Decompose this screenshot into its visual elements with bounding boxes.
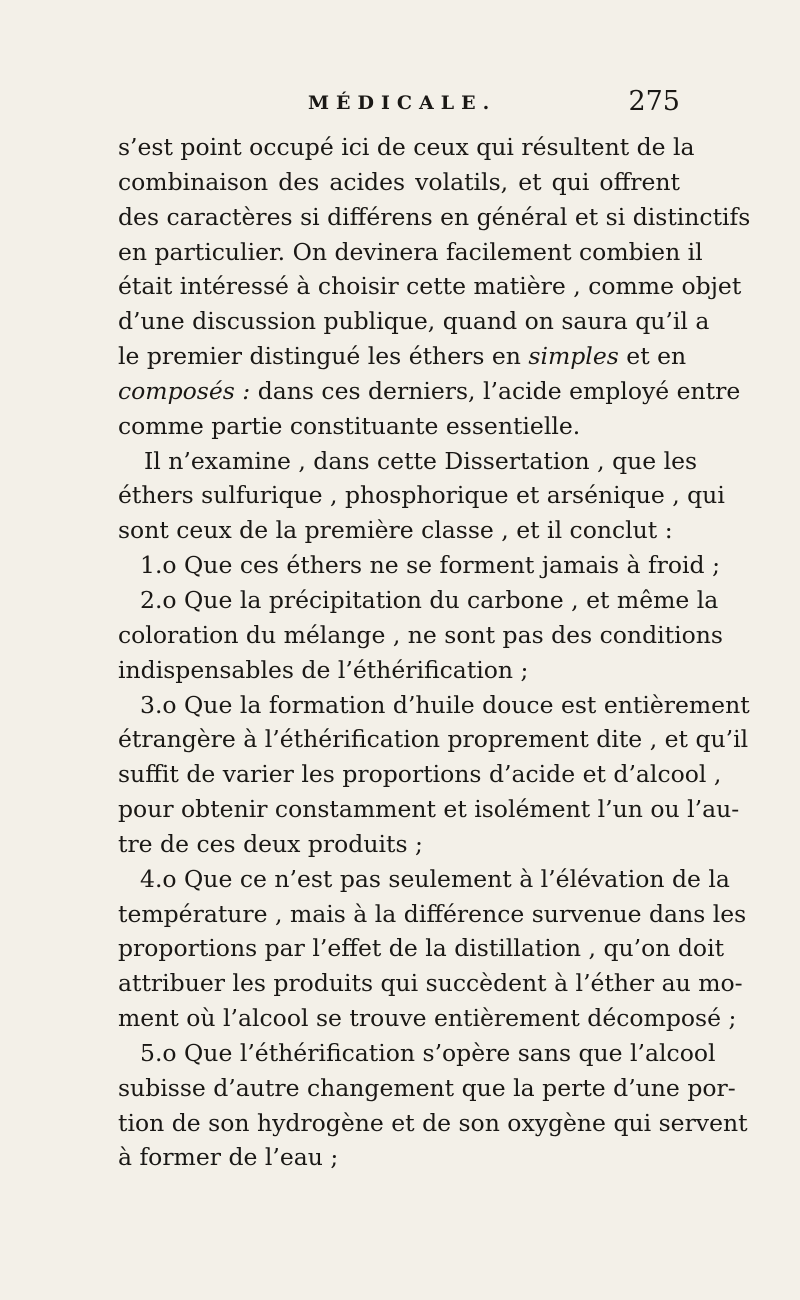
text-line: d’une discussion publique, quand on saura qu’il a <box>118 307 710 336</box>
text-line: éthers sulfurique , phosphorique et arsénique , qui <box>118 481 725 510</box>
running-head: MÉDICALE. <box>308 92 497 114</box>
text-line: s’est point occupé ici de ceux qui résultent de la <box>118 133 695 161</box>
body-text <box>118 130 751 1175</box>
text-line: subisse d’autre changement que la perte d’une por- <box>118 1073 736 1102</box>
text-line: coloration du mélange , ne sont pas des conditions <box>118 620 723 649</box>
page-number: 275 <box>628 86 680 117</box>
text-line: des caractères si différens en général et si distinctifs <box>118 202 751 231</box>
text-line: 3.o Que la formation d’huile douce est entièrement <box>140 690 750 719</box>
page-header <box>118 86 680 130</box>
text-segment: dans ces derniers, l’acide employé entre <box>257 376 741 405</box>
italic-term-simples: simples <box>528 342 619 371</box>
text-line <box>118 374 741 409</box>
text-line: comme partie constituante essentielle. <box>118 411 581 440</box>
text-line: température , mais à la différence survenue dans les <box>118 899 747 928</box>
text-line: attribuer les produits qui succèdent à l’éther au mo- <box>118 969 743 998</box>
book-page <box>118 86 751 1175</box>
text-line: suffit de varier les proportions d’acide et d’alcool , <box>118 760 722 789</box>
text-line: proportions par l’effet de la distillation , qu’on doit <box>118 934 725 963</box>
text-line: en particulier. On devinera facilement combien il <box>118 237 703 266</box>
text-segment: le premier distingué les éthers en <box>118 342 521 371</box>
text-line: tre de ces deux produits ; <box>118 829 423 858</box>
text-line: 4.o Que ce n’est pas seulement à l’élévation de la <box>140 864 730 893</box>
text-line: sont ceux de la première classe , et il conclut : <box>118 516 673 545</box>
text-line: étrangère à l’éthérification proprement dite , et qu’il <box>118 725 749 754</box>
text-segment: et en <box>626 342 687 371</box>
text-line: combinaison des acides volatils, et qui offrent <box>118 167 680 196</box>
text-line: indispensables de l’éthérification ; <box>118 655 529 684</box>
text-line: à former de l’eau ; <box>118 1143 339 1172</box>
text-line <box>118 339 687 374</box>
text-line: 2.o Que la précipitation du carbone , et même la <box>140 585 719 614</box>
text-line: tion de son hydrogène et de son oxygène qui servent <box>118 1108 748 1137</box>
text-line: ment où l’alcool se trouve entièrement décomposé ; <box>118 1004 737 1033</box>
italic-term-composes: composés : <box>118 376 251 405</box>
text-line: 5.o Que l’éthérification s’opère sans que l’alcool <box>140 1038 716 1067</box>
text-line: était intéressé à choisir cette matière , comme objet <box>118 272 742 301</box>
text-line: Il n’examine , dans cette Dissertation , que les <box>144 446 698 475</box>
text-line: pour obtenir constamment et isolément l’un ou l’au- <box>118 795 740 824</box>
text-line: 1.o Que ces éthers ne se forment jamais à froid ; <box>140 551 720 580</box>
